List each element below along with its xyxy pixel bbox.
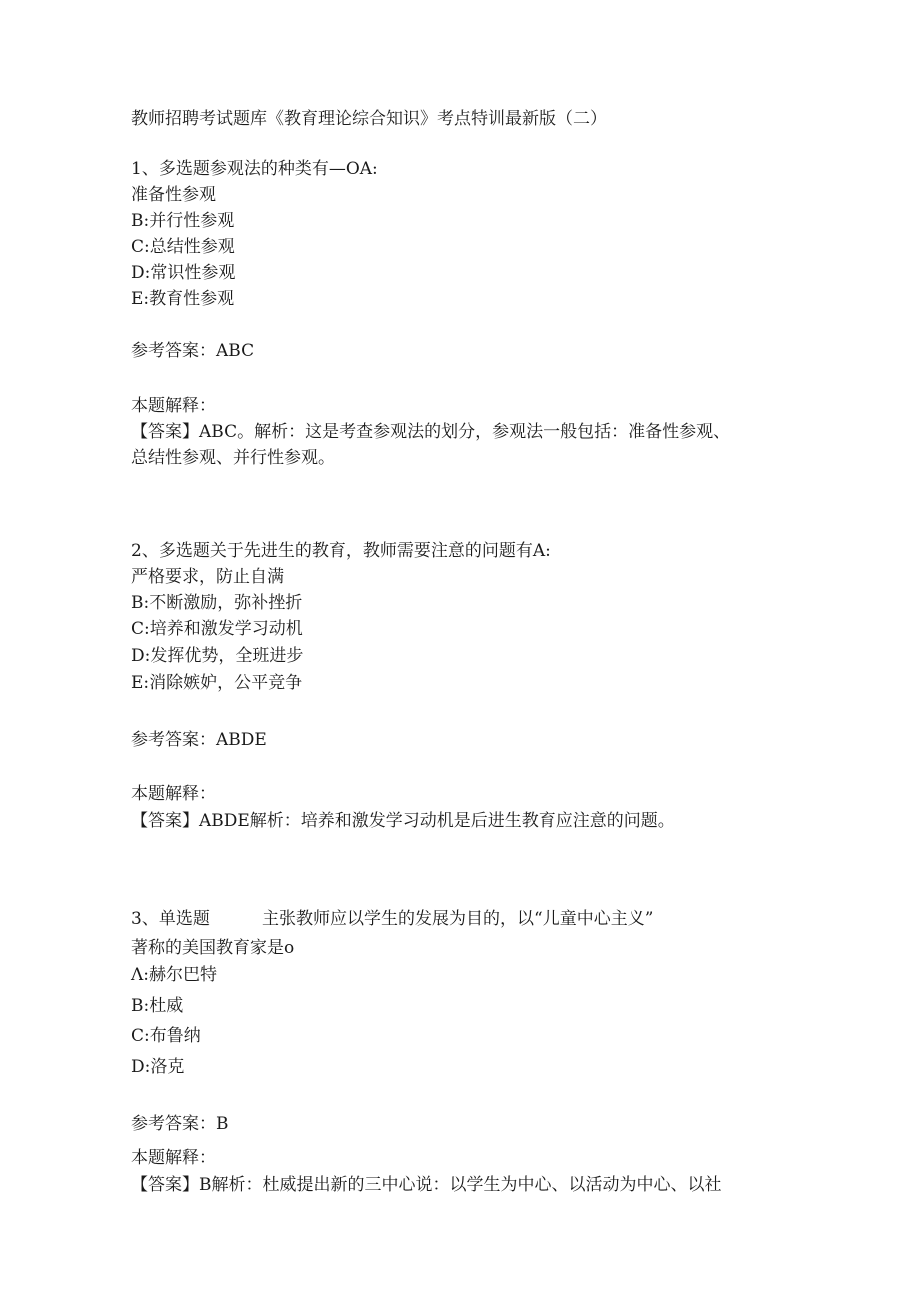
- explanation-line-1: 【答案】ABDE解析：培养和激发学习动机是后进生教育应注意的问题。: [131, 811, 675, 831]
- option-d: D:洛克: [131, 1057, 185, 1077]
- option-e: E:教育性参观: [131, 289, 235, 309]
- option-b: B:杜威: [131, 996, 184, 1016]
- question-stem-continued: 著称的美国教育家是o: [131, 938, 295, 958]
- question-stem: 2、多选题关于先进生的教育，教师需要注意的问题有A:: [131, 541, 551, 561]
- option-c: C:培养和激发学习动机: [131, 619, 303, 639]
- explanation-label: 本题解释：: [131, 1148, 216, 1168]
- option-c: C:总结性参观: [131, 237, 235, 257]
- option-d: D:常识性参观: [131, 263, 236, 283]
- reference-answer: 参考答案：B: [131, 1114, 229, 1134]
- option-b: B:并行性参观: [131, 211, 235, 231]
- option-c: C:布鲁纳: [131, 1026, 201, 1046]
- reference-answer: 参考答案：ABC: [131, 341, 255, 361]
- option-a: 严格要求，防止自满: [131, 567, 284, 587]
- option-a: 准备性参观: [131, 185, 216, 205]
- question-stem: 1、多选题参观法的种类有—OA:: [131, 159, 378, 179]
- explanation-label: 本题解释：: [131, 784, 216, 804]
- explanation-line-1: 【答案】ABC。解析：这是考查参观法的划分，参观法一般包括：准备性参观、: [131, 422, 731, 442]
- option-e: E:消除嫉妒，公平竞争: [131, 673, 303, 693]
- option-b: B:不断激励，弥补挫折: [131, 593, 303, 613]
- explanation-label: 本题解释：: [131, 396, 216, 416]
- reference-answer: 参考答案：ABDE: [131, 730, 267, 750]
- page-title: 教师招聘考试题库《教育理论综合知识》考点特训最新版（二）: [131, 109, 607, 129]
- option-d: D:发挥优势，全班进步: [131, 646, 304, 666]
- explanation-line-2: 总结性参观、并行性参观。: [131, 448, 335, 468]
- option-a: Λ:赫尔巴特: [131, 965, 218, 985]
- explanation-line-1: 【答案】B解析：杜威提出新的三中心说：以学生为中心、以活动为中心、以社: [131, 1175, 722, 1195]
- question-type-label: 3、单选题: [131, 909, 210, 929]
- question-stem: 主张教师应以学生的发展为目的，以“儿童中心主义”: [262, 909, 654, 929]
